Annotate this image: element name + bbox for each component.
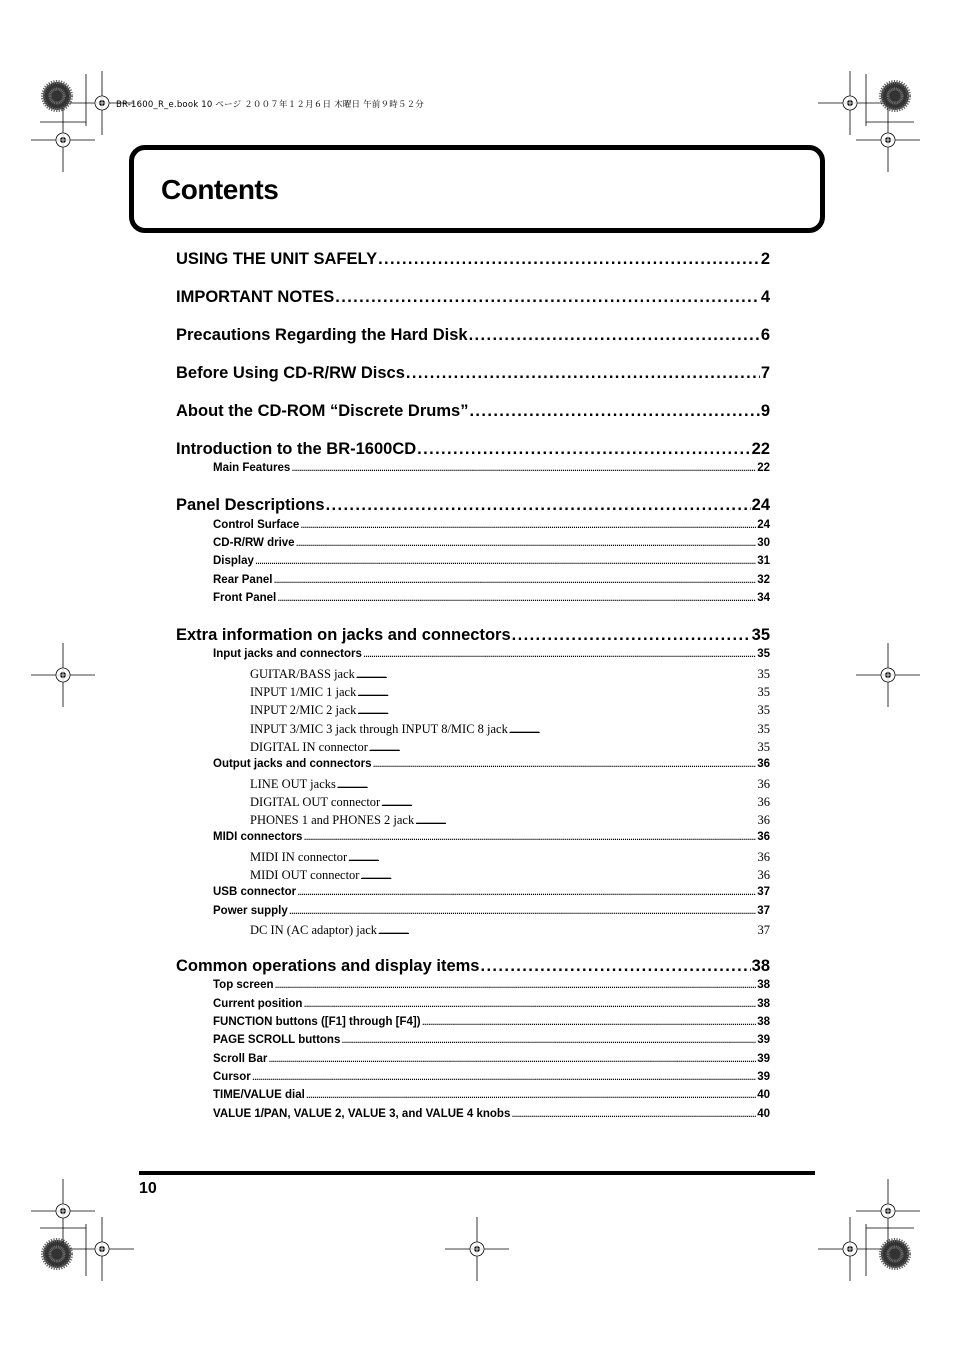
toc-entry-page: 35 (757, 685, 770, 699)
toc-entry-page: 38 (757, 979, 770, 991)
toc-entry-page: 38 (757, 1016, 770, 1028)
toc-entry-title: Power supply (213, 905, 288, 917)
toc-entry-level-2 (213, 555, 770, 571)
toc-entry-page: 39 (757, 1071, 770, 1083)
toc-entry-page: 36 (757, 831, 770, 843)
toc-entry-level-2 (213, 1016, 770, 1032)
toc-entry-level-2 (213, 905, 770, 921)
toc-entry-level-3 (250, 777, 770, 793)
toc-entry-title: INPUT 2/MIC 2 jack (250, 703, 357, 717)
toc-entry-page: 37 (757, 905, 770, 917)
title-box (129, 145, 825, 233)
toc-dot-leader (341, 1034, 756, 1046)
toc-entry-level-1 (176, 440, 770, 462)
toc-dot-leader (289, 905, 756, 917)
toc-entry-page: 9 (760, 402, 770, 420)
toc-dot-leader (372, 758, 756, 770)
toc-entry-level-2 (213, 648, 770, 664)
crosshair-icon (818, 1217, 882, 1281)
toc-dot-leader (378, 923, 756, 938)
toc-entry-title: MIDI connectors (213, 831, 303, 843)
toc-entry-level-2 (213, 758, 770, 774)
page-number: 10 (139, 1180, 157, 1197)
toc-entry-level-2 (213, 574, 770, 590)
toc-entry-title: INPUT 1/MIC 1 jack (250, 685, 357, 699)
toc-dot-leader (337, 777, 757, 792)
toc-entry-page: 40 (757, 1089, 770, 1101)
toc-dot-leader (480, 957, 750, 976)
toc-entry-level-1 (176, 364, 770, 386)
toc-dot-leader (255, 555, 756, 567)
toc-entry-level-2 (213, 1089, 770, 1105)
toc-entry-page: 35 (757, 703, 770, 717)
toc-entry-title: PHONES 1 and PHONES 2 jack (250, 813, 415, 827)
toc-dot-leader (303, 831, 756, 843)
toc-dot-leader (511, 1108, 756, 1120)
toc-entry-title: LINE OUT jacks (250, 777, 336, 791)
toc-entry-page: 30 (757, 537, 770, 549)
toc-entry-title: Main Features (213, 462, 291, 474)
toc-entry-title: Before Using CD-R/RW Discs (176, 364, 405, 382)
toc-dot-leader (415, 813, 756, 828)
toc-dot-leader (509, 722, 757, 737)
toc-entry-page: 24 (751, 496, 770, 514)
toc-entry-title: Input jacks and connectors (213, 648, 362, 660)
toc-entry-level-2 (213, 979, 770, 995)
toc-dot-leader (356, 667, 757, 682)
toc-dot-leader (326, 496, 751, 515)
toc-entry-level-2 (213, 592, 770, 608)
toc-entry-page: 7 (760, 364, 770, 382)
toc-entry-level-2 (213, 462, 770, 478)
toc-entry-page: 40 (757, 1108, 770, 1120)
toc-dot-leader (381, 795, 756, 810)
toc-entry-level-1 (176, 250, 770, 272)
toc-entry-page: 2 (760, 250, 770, 268)
toc-entry-level-2 (213, 537, 770, 553)
toc-entry-title: DIGITAL IN connector (250, 740, 368, 754)
toc-entry-level-2 (213, 886, 770, 902)
toc-entry-title: About the CD-ROM “Discrete Drums” (176, 402, 469, 420)
toc-entry-page: 38 (751, 957, 770, 975)
crosshair-icon (31, 1179, 95, 1243)
toc-entry-title: Front Panel (213, 592, 277, 604)
toc-entry-page: 34 (757, 592, 770, 604)
toc-entry-page: 35 (757, 667, 770, 681)
toc-dot-leader (297, 886, 756, 898)
toc-entry-title: CD-R/RW drive (213, 537, 295, 549)
toc-entry-title: Panel Descriptions (176, 496, 325, 514)
toc-dot-leader (357, 703, 756, 718)
toc-entry-level-2 (213, 519, 770, 535)
toc-dot-leader (469, 326, 760, 345)
toc-entry-level-1 (176, 957, 770, 979)
star-target-icon (43, 82, 71, 110)
toc-entry-page: 31 (757, 555, 770, 567)
toc-entry-title: USING THE UNIT SAFELY (176, 250, 378, 268)
toc-entry-page: 35 (757, 722, 770, 736)
crosshair-icon (818, 71, 882, 135)
toc-dot-leader (275, 979, 757, 991)
toc-dot-leader (268, 1053, 756, 1065)
toc-entry-page: 39 (757, 1034, 770, 1046)
toc-dot-leader (296, 537, 757, 549)
footer-rule (139, 1171, 815, 1175)
toc-entry-page: 36 (757, 777, 770, 791)
toc-entry-title: Display (213, 555, 254, 567)
page-title: Contents (161, 174, 279, 205)
toc-entry-level-3 (250, 923, 770, 939)
toc-entry-page: 37 (757, 923, 770, 937)
toc-entry-title: GUITAR/BASS jack (250, 667, 355, 681)
toc-entry-title: Control Surface (213, 519, 300, 531)
crosshair-icon (70, 1217, 134, 1281)
toc-entry-title: Introduction to the BR-1600CD (176, 440, 417, 458)
toc-dot-leader (348, 850, 756, 865)
toc-entry-page: 37 (757, 886, 770, 898)
toc-entry-title: VALUE 1/PAN, VALUE 2, VALUE 3, and VALUE 4 knobs (213, 1108, 511, 1120)
toc-entry-page: 36 (757, 813, 770, 827)
toc-entry-page: 4 (760, 288, 770, 306)
toc-entry-title: Extra information on jacks and connectors (176, 626, 511, 644)
toc-entry-page: 36 (757, 795, 770, 809)
toc-entry-level-3 (250, 703, 770, 719)
toc-entry-title: Cursor (213, 1071, 251, 1083)
toc-dot-leader (273, 574, 756, 586)
toc-entry-title: MIDI IN connector (250, 850, 348, 864)
toc-entry-title: DC IN (AC adaptor) jack (250, 923, 378, 937)
toc-entry-title: MIDI OUT connector (250, 868, 360, 882)
toc-entry-page: 36 (757, 850, 770, 864)
toc-entry-title: Common operations and display items (176, 957, 480, 975)
toc-entry-level-2 (213, 831, 770, 847)
toc-dot-leader (277, 592, 756, 604)
toc-dot-leader (291, 462, 756, 474)
toc-entry-level-1 (176, 326, 770, 348)
toc-entry-title: Precautions Regarding the Hard Disk (176, 326, 468, 344)
toc-entry-title: INPUT 3/MIC 3 jack through INPUT 8/MIC 8 jack (250, 722, 508, 736)
toc-entry-page: 24 (757, 519, 770, 531)
toc-entry-title: IMPORTANT NOTES (176, 288, 335, 306)
toc-entry-level-1 (176, 626, 770, 648)
toc-dot-leader (335, 288, 760, 307)
toc-dot-leader (417, 440, 750, 459)
toc-entry-level-3 (250, 685, 770, 701)
crosshair-icon (445, 1217, 509, 1281)
toc-entry-title: TIME/VALUE dial (213, 1089, 305, 1101)
toc-entry-level-2 (213, 1034, 770, 1050)
toc-dot-leader (363, 648, 756, 660)
toc-entry-title: Scroll Bar (213, 1053, 268, 1065)
toc-dot-leader (252, 1071, 757, 1083)
toc-entry-page: 36 (757, 758, 770, 770)
toc-entry-page: 35 (757, 648, 770, 660)
toc-dot-leader (357, 685, 756, 700)
toc-entry-title: Top screen (213, 979, 274, 991)
toc-entry-page: 32 (757, 574, 770, 586)
toc-dot-leader (306, 1089, 756, 1101)
toc-entry-title: Current position (213, 998, 303, 1010)
toc-entry-title: DIGITAL OUT connector (250, 795, 381, 809)
toc-dot-leader (303, 998, 756, 1010)
toc-entry-level-3 (250, 850, 770, 866)
toc-dot-leader (422, 1016, 757, 1028)
toc-dot-leader (360, 868, 756, 883)
crosshair-icon (31, 108, 95, 172)
star-target-icon (43, 1240, 71, 1268)
toc-entry-level-1 (176, 496, 770, 518)
toc-entry-page: 35 (751, 626, 770, 644)
toc-entry-page: 22 (757, 462, 770, 474)
toc-entry-level-3 (250, 722, 770, 738)
toc-entry-page: 38 (757, 998, 770, 1010)
toc-entry-level-3 (250, 868, 770, 884)
toc-dot-leader (406, 364, 760, 383)
star-target-icon (881, 82, 909, 110)
toc-entry-title: Output jacks and connectors (213, 758, 372, 770)
toc-entry-level-2 (213, 998, 770, 1014)
toc-entry-page: 36 (757, 868, 770, 882)
file-info-header: BR-1600_R_e.book 10 ページ ２００７年１２月６日 木曜日 午前９時５２分 (116, 100, 425, 110)
toc-entry-level-3 (250, 795, 770, 811)
toc-dot-leader (469, 402, 759, 421)
crosshair-icon (31, 643, 95, 707)
toc-dot-leader (369, 740, 757, 755)
crosshair-icon (856, 643, 920, 707)
toc-entry-title: PAGE SCROLL buttons (213, 1034, 341, 1046)
toc-entry-level-2 (213, 1108, 770, 1124)
toc-entry-page: 22 (751, 440, 770, 458)
toc-dot-leader (512, 626, 751, 645)
toc-entry-page: 39 (757, 1053, 770, 1065)
toc-entry-level-2 (213, 1071, 770, 1087)
toc-dot-leader (300, 519, 756, 531)
toc-entry-title: Rear Panel (213, 574, 273, 586)
toc-entry-title: FUNCTION buttons ([F1] through [F4]) (213, 1016, 421, 1028)
toc-entry-level-1 (176, 402, 770, 424)
toc-entry-level-3 (250, 667, 770, 683)
toc-entry-title: USB connector (213, 886, 297, 898)
toc-entry-level-2 (213, 1053, 770, 1069)
toc-entry-level-3 (250, 740, 770, 756)
toc-entry-page: 35 (757, 740, 770, 754)
toc-entry-level-3 (250, 813, 770, 829)
toc-dot-leader (378, 250, 760, 269)
toc-entry-page: 6 (760, 326, 770, 344)
star-target-icon (881, 1240, 909, 1268)
toc-entry-level-1 (176, 288, 770, 310)
